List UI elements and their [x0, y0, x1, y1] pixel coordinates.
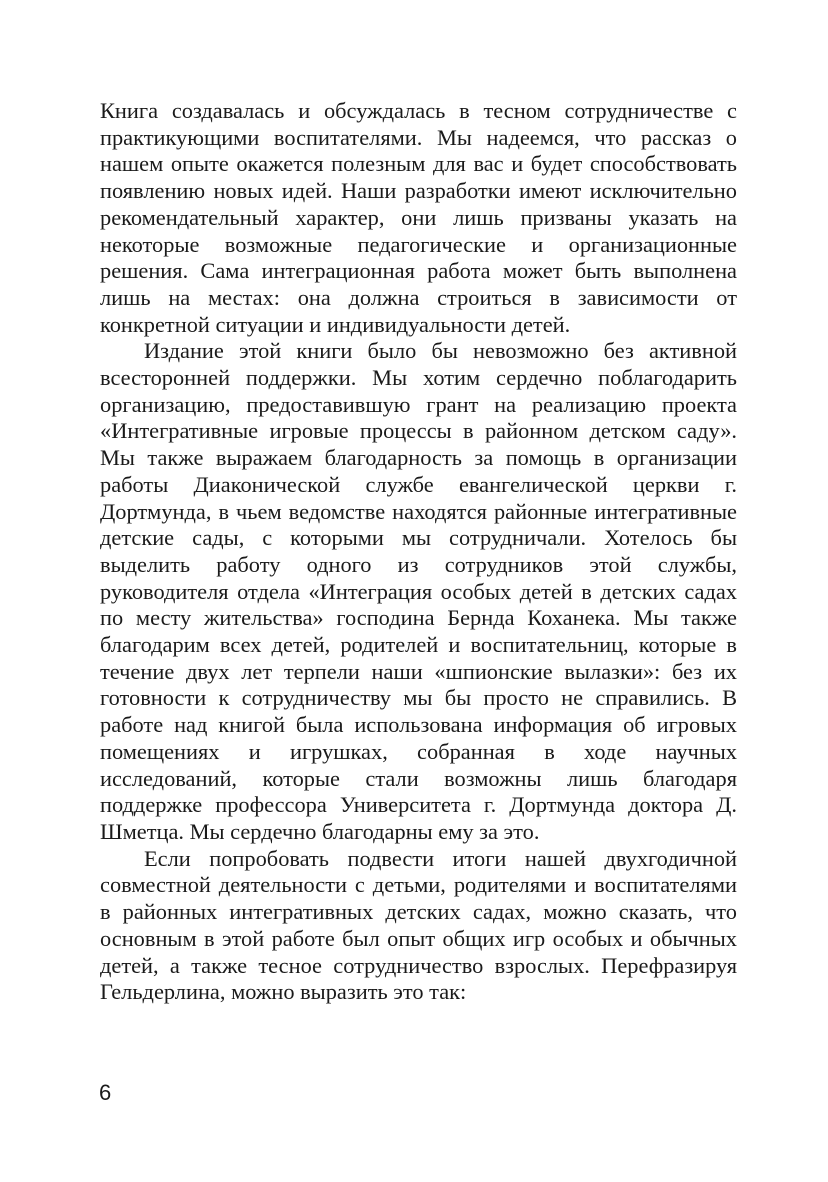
paragraph-2: Издание этой книги было бы невозможно без активной всесторонней поддержки. Мы хотим сердечно поблагодарить организацию, предоставившую грант на реализацию проекта «Интегративные игровые процессы в районном детском саду». Мы также выражаем благодарность за помощь в организации работы Диаконической службе евангелической церкви г. Дортмунда, в чьем ведомстве находятся районные интегративные детские сады, с которыми мы сотрудничали. Хотелось бы выделить работу одного из сотрудников этой службы, руководителя отдела «Интеграция особых детей в детских садах по месту жительства» господина Бернда Коханека. Мы также благодарим всех детей, родителей и воспитательниц, которые в течение двух лет терпели наши «шпионские вылазки»: без их готовности к сотрудничеству мы бы просто не справились. В работе над книгой была использована информация об игровых помещениях и игрушках, собранная в ходе научных исследований, которые стали возможны лишь благодаря поддержке профессора Университета г. Дортмунда доктора Д. Шметца. Мы сердечно благодарны ему за это.: [100, 338, 737, 844]
page-number: 6: [99, 1080, 112, 1105]
paragraph-3: Если попробовать подвести итоги нашей двухгодичной совместной деятельности с детьми, родителями и воспитателями в районных интегративных детских садах, можно сказать, что основным в этой работе был опыт общих игр особых и обычных детей, а также тесное сотрудничество взрослых. Перефразируя Гельдерлина, можно выразить это так:: [100, 845, 737, 1005]
paragraph-1: Книга создавалась и обсуждалась в тесном сотрудничестве с практикующими воспитателями. Мы надеемся, что рассказ о нашем опыте окажется полезным для вас и будет способствовать появлению новых идей. Наши разработки имеют исключительно рекомендательный характер, они лишь призваны указать на некоторые возможные педагогические и организационные решения. Сама интеграционная работа может быть выполнена лишь на местах: она должна строиться в зависимости от конкретной ситуации и индивидуальности детей.: [100, 98, 737, 337]
page-body: [100, 98, 737, 1006]
